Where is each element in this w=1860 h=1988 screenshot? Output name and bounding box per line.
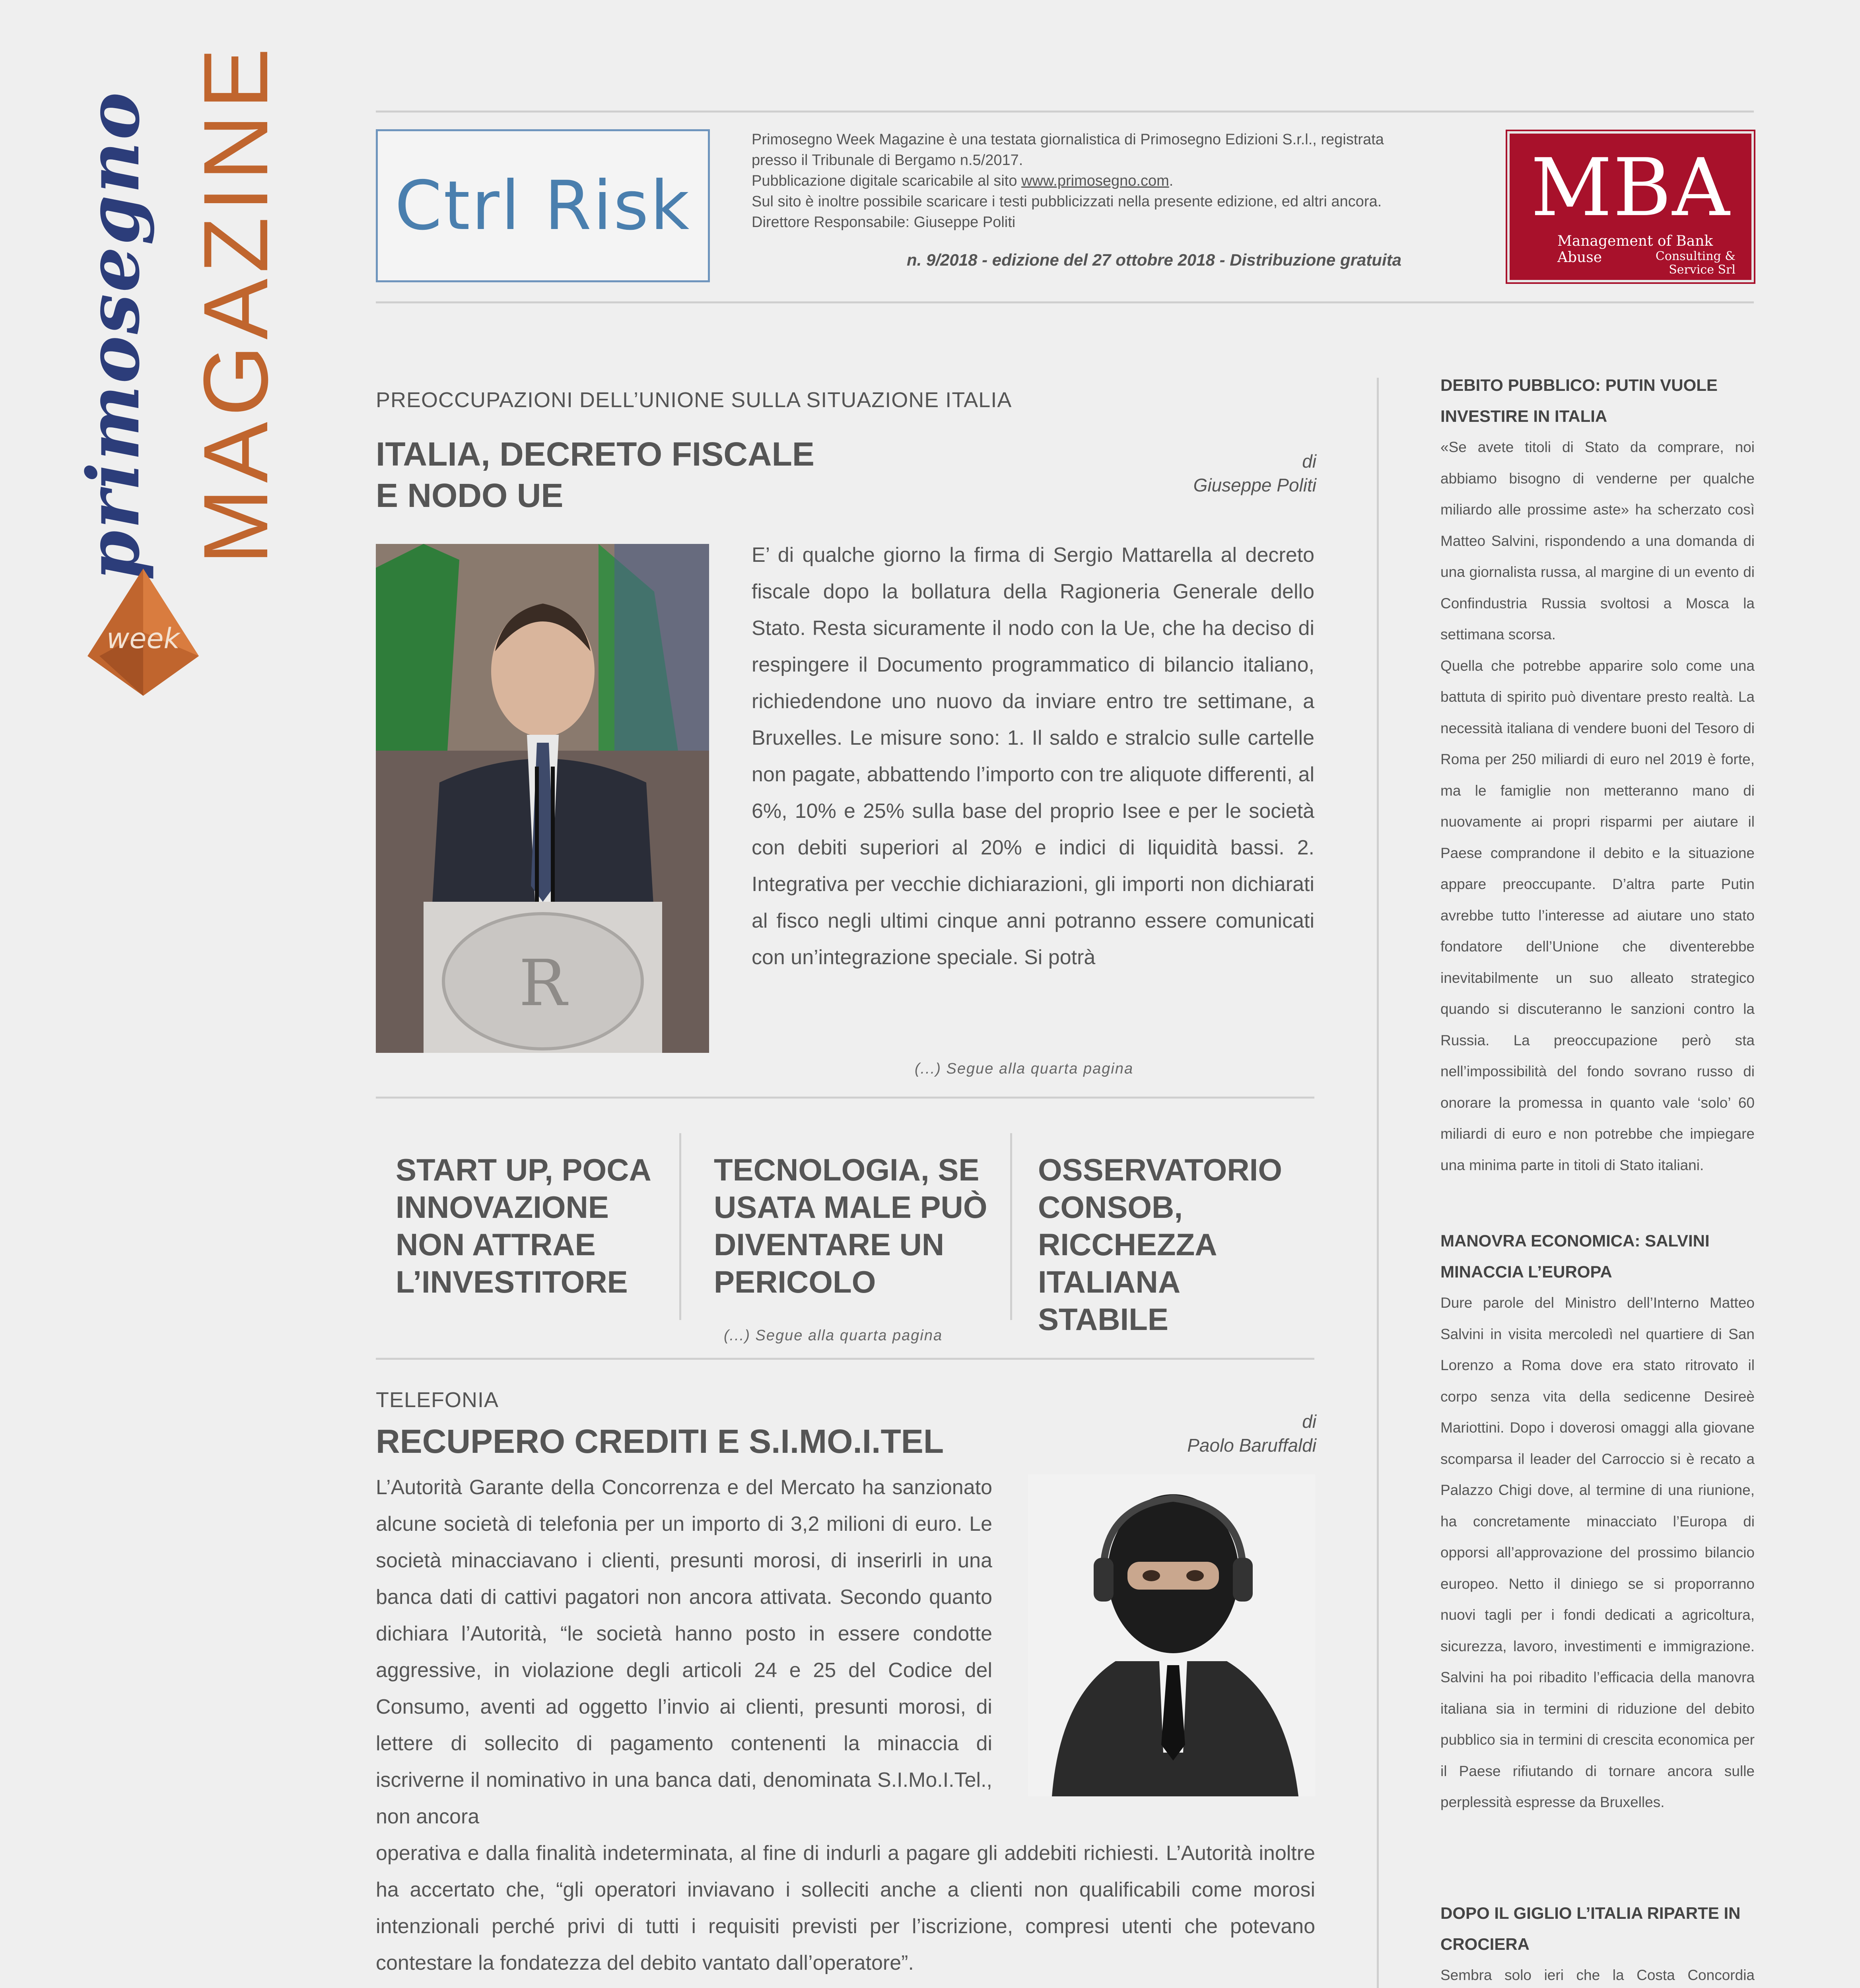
lead-body: E’ di qualche giorno la firma di Sergio Mattarella al decreto fiscale dopo la bollatura della Ragioneria Generale dello Stato. Resta sicuramente il nodo con la Ue, che ha deciso di respingere il Documento programmatico di bilancio italiano, richiedendone uno nuovo da inviare entro tre settimane, a Bruxelles. Le misure sono: 1. Il saldo e stralcio sulle cartelle non pagate, abbattendo l’importo con tre aliquote differenti, al 6%, 10% e 25% sulla base del proprio Isee e per le società con debiti superiori al 20% e indici di liquidità bassi. 2. Integrativa per vecchie dichiarazioni, gli importi non dichiarati al fisco negli ultimi cinque anni potranno essere comunicati con un’integrazione speciale. Si potrà xyxy=(752,544,1314,969)
ctrl-risk-logo-text: Ctrl Risk xyxy=(395,166,691,245)
publication-info-line: Sul sito è inoltre possibile scaricare i testi pubblicizzati nella presente edizione, ed altri ancora. xyxy=(752,193,1382,210)
magazine-wordmark: MAGAZINE xyxy=(185,42,287,565)
lead-photo-speaker xyxy=(376,544,709,1053)
mba-logo xyxy=(1507,131,1754,282)
telefonia-kicker: TELEFONIA xyxy=(376,1388,499,1412)
publication-info-text: Pubblicazione digitale scaricabile al sito xyxy=(752,173,1022,189)
sidebar-title: DEBITO PUBBLICO: PUTIN VUOLE INVESTIRE IN ITALIA xyxy=(1440,376,1718,425)
lead-kicker: PREOCCUPAZIONI DELL’UNIONE SULLA SITUAZIONE ITALIA xyxy=(376,388,1012,412)
publication-info-line: Primosegno Week Magazine è una testata giornalistica di Primosegno Edizioni S.r.l., registrata xyxy=(752,131,1384,148)
header-bottom-rule xyxy=(376,301,1754,303)
sidebar-body: Sembra solo ieri che la Costa Concordia xyxy=(1440,1967,1755,1983)
header-top-rule xyxy=(376,111,1754,113)
issue-line: n. 9/2018 - edizione del 27 ottobre 2018 - Distribuzione gratuita xyxy=(907,250,1401,269)
sidebar-body: Dure parole del Ministro dell’Interno Matteo Salvini in visita mercoledì nel quartiere di San Lorenzo a Roma dove era stato ritrovato il corpo senza vita della sedicenne Desireè Mariottini. Dopo i doverosi omaggi alla giovane scomparsa il leader del Carroccio si è recato a Palazzo Chigi dove, al termine di una riunione, ha concretamente minacciato l’Europa di opporsi all’approvazione del prossimo bilancio europeo. Netto il diniego se si proporranno nuovi tagli per i fondi dedicati a agricoltura, sicurezza, lavoro, investimenti e immigrazione. Salvini ha poi ribadito l’efficacia della manovra italiana sia in termini di riduzione del debito pubblico sia in termini di crescita economica per il Paese rifiutando di tornare ancora sulle perplessità espresse da Bruxelles. xyxy=(1440,1295,1755,1810)
byline-di: di xyxy=(1302,1411,1316,1432)
publication-info xyxy=(752,129,1452,233)
telefonia-byline xyxy=(1074,1409,1316,1457)
publication-info-line: Direttore Responsabile: Giuseppe Politi xyxy=(752,214,1016,231)
teaser-tecnologia[interactable]: TECNOLOGIA, SE USATA MALE PUÒ DIVENTARE UN PERICOLO xyxy=(714,1152,987,1299)
ctrl-risk-logo xyxy=(376,129,710,282)
sidebar-article-crociera xyxy=(1440,1898,1755,1988)
site-link[interactable]: www.primosegno.com xyxy=(1021,173,1169,189)
teaser-divider xyxy=(679,1133,681,1320)
lead-follow-link[interactable]: (...) Segue alla quarta pagina xyxy=(915,1060,1134,1077)
mba-subtitle-2: Consulting & Service Srl xyxy=(1655,249,1736,277)
section-rule xyxy=(376,1358,1314,1360)
sidebar-article-salvini xyxy=(1440,1225,1755,1818)
lead-headline-line: ITALIA, DECRETO FISCALE xyxy=(376,435,814,473)
teaser-startup[interactable]: START UP, POCA INNOVAZIONE NON ATTRAE L’INVESTITORE xyxy=(396,1152,650,1299)
publication-info-line xyxy=(752,171,1452,191)
telefonia-body-narrow: L’Autorità Garante della Concorrenza e del Mercato ha sanzionato alcune società di telefonia per un importo di 3,2 milioni di euro. Le società minacciavano i clienti, presunti morosi, di inserirli in una banca dati di cattivi pagatori non ancora attivata. Secondo quanto dichiara l’Autorità, “le società hanno posto in essere condotte aggressive, in violazione degli articoli 24 e 25 del Codice del Consumo, aventi ad oggetto l’invio ai clienti, presunti morosi, di lettere di sollecito di pagamento contenenti la minaccia di iscriverne il nominativo in una banca dati, denominata S.I.Mo.I.Tel., non ancora xyxy=(376,1476,992,1828)
sidebar-article-putin xyxy=(1440,370,1755,1181)
sidebar-body: Quella che potrebbe apparire solo come una battuta di spirito può diventare presto realtà. La necessità italiana di vendere buoni del Tesoro di Roma per 250 miliardi di euro nel 2019 è forte, ma le famiglie non metteranno mano di nuovamente ai propri risparmi per aiutare il Paese comprandone il debito e la situazione appare preoccupante. D’altra parte Putin avrebbe tutto l’interesse ad aiutare uno stato fondatore dell’Unione che diventerebbe inevitabilmente un suo alleato strategico quando si discuteranno le sanzioni contro la Russia. La preoccupazione però sta nell’impossibilità del fondo sovrano russo di onorare la promessa in quanto vale ‘solo’ 60 miliardi di euro e non potrebbe che impiegare una minima parte in titoli di Stato italiani. xyxy=(1440,657,1755,1173)
sidebar-body: «Se avete titoli di Stato da comprare, noi abbiamo bisogno di venderne per qualche miliardo alle prossime aste» ha scherzato così Matteo Salvini, rispondendo a una domanda di una giornalista russa, al margine di un evento di Confindustria Russia svoltosi a Mosca la settimana scorsa. xyxy=(1440,439,1755,643)
svg-text:R: R xyxy=(519,946,567,1020)
publication-info-text: . xyxy=(1169,173,1174,189)
telefonia-body-wide: operativa e dalla finalità indeterminata, al fine di indurli a pagare gli addebiti richiesti. L’Autorità inoltre ha accertato che, “gli operatori inviavano i solleciti anche a clienti non qualificabili come morosi intenzionali perché privi di tutti i requisiti previsti per l’iscrizione, compresi utenti che potevano contestare la fondatezza del debito vantato dall’operatore”. xyxy=(376,1842,1315,1974)
telefonia-body-wide-2 xyxy=(376,1982,1315,1988)
lead-byline xyxy=(1074,449,1316,497)
teasers-follow-link[interactable]: (...) Segue alla quarta pagina xyxy=(724,1327,943,1344)
lead-headline-line: E NODO UE xyxy=(376,477,564,514)
lead-headline xyxy=(376,433,1092,516)
telefonia-photo-hacker xyxy=(1028,1474,1315,1796)
teaser-consob[interactable]: OSSERVATORIO CONSOB, RICCHEZZA ITALIANA STABILE xyxy=(1038,1152,1283,1337)
sidebar-divider xyxy=(1377,378,1379,1988)
byline-author: Giuseppe Politi xyxy=(1193,475,1316,495)
telefonia-headline: RECUPERO CREDITI E S.I.MO.I.TEL xyxy=(376,1423,944,1460)
badge-text: week xyxy=(107,622,180,655)
teaser-divider xyxy=(1010,1133,1012,1320)
sidebar-title: DOPO IL GIGLIO L’ITALIA RIPARTE IN CROCIERA xyxy=(1440,1904,1741,1953)
byline-di: di xyxy=(1302,451,1316,472)
byline-author: Paolo Baruffaldi xyxy=(1187,1435,1316,1456)
section-rule xyxy=(376,1097,1314,1099)
primosegno-logo: primosegno xyxy=(72,90,155,580)
mba-subtitle: Management of Bank Abuse xyxy=(1557,233,1713,266)
sidebar-title: MANOVRA ECONOMICA: SALVINI MINACCIA L’EUROPA xyxy=(1440,1231,1710,1281)
week-badge-logo xyxy=(84,565,203,700)
publication-info-line: presso il Tribunale di Bergamo n.5/2017. xyxy=(752,152,1023,169)
mba-logo-text: MBA xyxy=(1530,142,1731,234)
